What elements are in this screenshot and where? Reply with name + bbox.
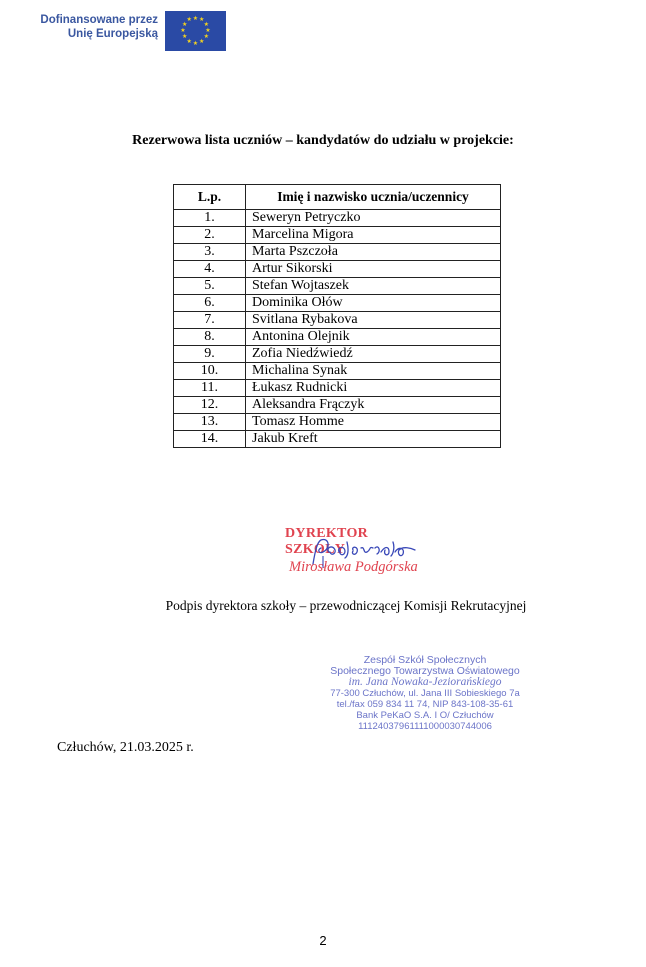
row-name: Łukasz Rudnicki bbox=[246, 380, 501, 397]
reserve-list-table bbox=[173, 184, 501, 448]
school-stamp-line2: Społecznego Towarzystwa Oświatowego bbox=[330, 665, 520, 677]
eu-star-icon: ★ bbox=[186, 17, 192, 24]
table-row bbox=[174, 397, 501, 414]
school-stamp-address: 77-300 Człuchów, ul. Jana III Sobieskiego 7a bbox=[330, 688, 520, 699]
row-name: Zofia Niedźwiedź bbox=[246, 346, 501, 363]
eu-star-icon: ★ bbox=[203, 21, 210, 28]
director-stamp-name: Mirosława Podgórska bbox=[289, 559, 418, 575]
row-lp: 6. bbox=[174, 295, 246, 312]
eu-star-icon: ★ bbox=[192, 40, 199, 47]
eu-star-icon: ★ bbox=[181, 34, 188, 41]
row-name: Marcelina Migora bbox=[246, 227, 501, 244]
eu-star-icon: ★ bbox=[199, 17, 205, 24]
table-row bbox=[174, 414, 501, 431]
school-stamp-line1: Zespół Szkół Społecznych bbox=[363, 654, 487, 666]
eu-star-icon: ★ bbox=[181, 21, 188, 28]
table-row bbox=[174, 363, 501, 380]
table-header-row bbox=[174, 185, 501, 210]
eu-star-icon: ★ bbox=[205, 28, 211, 34]
row-name: Jakub Kreft bbox=[246, 431, 501, 448]
school-stamp-line3: im. Jana Nowaka-Jeziorańskiego bbox=[348, 676, 502, 688]
eu-star-icon: ★ bbox=[203, 34, 210, 41]
table-row bbox=[174, 227, 501, 244]
table-row bbox=[174, 346, 501, 363]
eu-star-icon: ★ bbox=[199, 38, 205, 45]
table-row bbox=[174, 278, 501, 295]
document-title: Rezerwowa lista uczniów – kandydatów do udziału w projekcie: bbox=[132, 133, 514, 148]
row-name: Seweryn Petryczko bbox=[246, 210, 501, 227]
row-lp: 12. bbox=[174, 397, 246, 414]
table-row bbox=[174, 312, 501, 329]
director-stamp-title: DYREKTOR SZKOŁY bbox=[285, 526, 369, 557]
row-name: Artur Sikorski bbox=[246, 261, 501, 278]
eu-star-icon: ★ bbox=[180, 28, 186, 34]
row-lp: 13. bbox=[174, 414, 246, 431]
table-row bbox=[174, 295, 501, 312]
school-stamp-account: 11124037961111000030744006 bbox=[358, 721, 492, 732]
row-lp: 11. bbox=[174, 380, 246, 397]
row-name: Dominika Ołów bbox=[246, 295, 501, 312]
row-lp: 4. bbox=[174, 261, 246, 278]
row-lp: 14. bbox=[174, 431, 246, 448]
row-lp: 5. bbox=[174, 278, 246, 295]
row-lp: 3. bbox=[174, 244, 246, 261]
row-name: Antonina Olejnik bbox=[246, 329, 501, 346]
header-name: Imię i nazwisko ucznia/uczennicy bbox=[246, 185, 501, 210]
row-lp: 8. bbox=[174, 329, 246, 346]
eu-funding-line2: Unię Europejską bbox=[67, 28, 158, 40]
row-lp: 1. bbox=[174, 210, 246, 227]
table-row bbox=[174, 380, 501, 397]
eu-star-icon: ★ bbox=[192, 15, 199, 22]
header-lp: L.p. bbox=[174, 185, 246, 210]
eu-flag-icon bbox=[165, 11, 226, 51]
row-name: Michalina Synak bbox=[246, 363, 501, 380]
row-name: Stefan Wojtaszek bbox=[246, 278, 501, 295]
signature-label: Podpis dyrektora szkoły – przewodniczącej Komisji Rekrutacyjnej bbox=[165, 598, 527, 613]
school-stamp-phone-nip: tel./fax 059 834 11 74, NIP 843-108-35-61 bbox=[336, 699, 514, 710]
row-lp: 9. bbox=[174, 346, 246, 363]
row-name: Tomasz Homme bbox=[246, 414, 501, 431]
director-stamp bbox=[285, 526, 425, 582]
eu-funding-line1: Dofinansowane przez bbox=[40, 14, 158, 26]
row-lp: 10. bbox=[174, 363, 246, 380]
table-row bbox=[174, 431, 501, 448]
table-row bbox=[174, 244, 501, 261]
table-row bbox=[174, 261, 501, 278]
school-stamp-bank: Bank PeKaO S.A. I O/ Człuchów bbox=[356, 710, 494, 721]
table-row bbox=[174, 210, 501, 227]
eu-funding-text bbox=[32, 13, 158, 41]
eu-star-icon: ★ bbox=[186, 38, 192, 45]
row-lp: 7. bbox=[174, 312, 246, 329]
school-stamp bbox=[320, 655, 530, 732]
row-name: Svitlana Rybakova bbox=[246, 312, 501, 329]
document-date: Człuchów, 21.03.2025 r. bbox=[57, 740, 194, 755]
table-row bbox=[174, 329, 501, 346]
row-name: Marta Pszczoła bbox=[246, 244, 501, 261]
row-lp: 2. bbox=[174, 227, 246, 244]
row-name: Aleksandra Frączyk bbox=[246, 397, 501, 414]
page-number: 2 bbox=[319, 933, 327, 948]
